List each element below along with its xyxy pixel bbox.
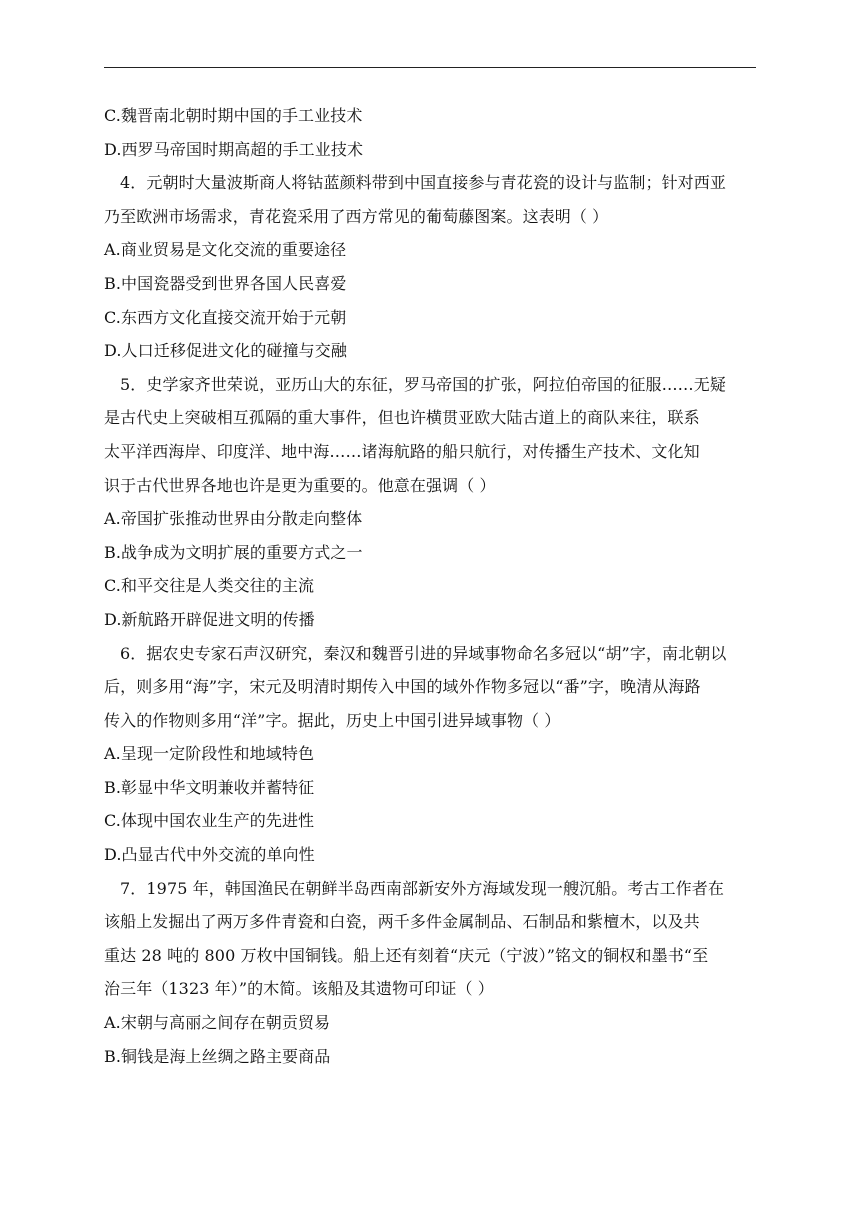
question-4-option-d: D.人口迁移促进文化的碰撞与交融	[104, 341, 347, 361]
question-5-stem-line: 识于古代世界各地也许是更为重要的。他意在强调（ ）	[104, 475, 496, 495]
question-6-option-b: B.彰显中华文明兼收并蓄特征	[104, 777, 315, 797]
question-7-option-b: B.铜钱是海上丝绸之路主要商品	[104, 1046, 331, 1066]
question-4-option-b: B.中国瓷器受到世界各国人民喜爱	[104, 273, 347, 293]
question-4-stem-line: 乃至欧洲市场需求，青花瓷采用了西方常见的葡萄藤图案。这表明（ ）	[104, 206, 609, 226]
question-6-stem-line: 6．据农史专家石声汉研究，秦汉和魏晋引进的异域事物命名多冠以“胡”字，南北朝以	[120, 643, 727, 663]
question-5-stem-line: 是古代史上突破相互孤隔的重大事件，但也许横贯亚欧大陆古道上的商队来往，联系	[104, 408, 700, 428]
question-4-option-a: A.商业贸易是文化交流的重要途径	[104, 240, 347, 260]
question-4	[104, 166, 756, 368]
question-6	[104, 637, 756, 872]
option-c-prev: C.魏晋南北朝时期中国的手工业技术	[104, 106, 363, 125]
header-rule	[104, 67, 756, 68]
question-7-stem-line: 治三年（1323 年）”的木简。该船及其遗物可印证（ ）	[104, 979, 494, 999]
question-5-stem-line: 太平洋西海岸、印度洋、地中海……诸海航路的船只航行，对传播生产技术、文化知	[104, 441, 700, 461]
question-7-stem-line: 重达 28 吨的 800 万枚中国铜钱。船上还有刻着“庆元（宁波）”铭文的铜权和墨书“至	[104, 945, 709, 965]
question-7-stem-line: 该船上发掘出了两万多件青瓷和白瓷，两千多件金属制品、石制品和紫檀木，以及共	[104, 912, 700, 932]
question-5-option-b: B.战争成为文明扩展的重要方式之一	[104, 542, 363, 562]
question-6-stem-line: 后，则多用“海”字，宋元及明清时期传入中国的域外作物多冠以“番”字，晚清从海路	[104, 677, 701, 697]
question-7-stem-line: 7．1975 年，韩国渔民在朝鲜半岛西南部新安外方海域发现一艘沉船。考古工作者在	[120, 878, 724, 898]
question-6-option-a: A.呈现一定阶段性和地域特色	[104, 744, 315, 764]
question-4-option-c: C.东西方文化直接交流开始于元朝	[104, 307, 347, 327]
question-6-option-c: C.体现中国农业生产的先进性	[104, 811, 315, 831]
question-5-option-d: D.新航路开辟促进文明的传播	[104, 609, 315, 629]
question-7	[104, 872, 756, 1074]
question-7-option-a: A.宋朝与高丽之间存在朝贡贸易	[104, 1013, 331, 1033]
question-5	[104, 368, 756, 637]
question-4-stem-line: 4．元朝时大量波斯商人将钴蓝颜料带到中国直接参与青花瓷的设计与监制；针对西亚	[120, 173, 726, 193]
question-5-option-c: C.和平交往是人类交往的主流	[104, 576, 315, 596]
question-6-stem-line: 传入的作物则多用“洋”字。据此，历史上中国引进异域事物（ ）	[104, 710, 561, 730]
question-list	[104, 99, 756, 1073]
question-5-stem-line: 5．史学家齐世荣说，亚历山大的东征，罗马帝国的扩张，阿拉伯帝国的征服……无疑	[120, 374, 726, 394]
question-6-option-d: D.凸显古代中外交流的单向性	[104, 845, 315, 865]
question-5-option-a: A.帝国扩张推动世界由分散走向整体	[104, 509, 363, 529]
option-d-prev: D.西罗马帝国时期高超的手工业技术	[104, 139, 364, 159]
